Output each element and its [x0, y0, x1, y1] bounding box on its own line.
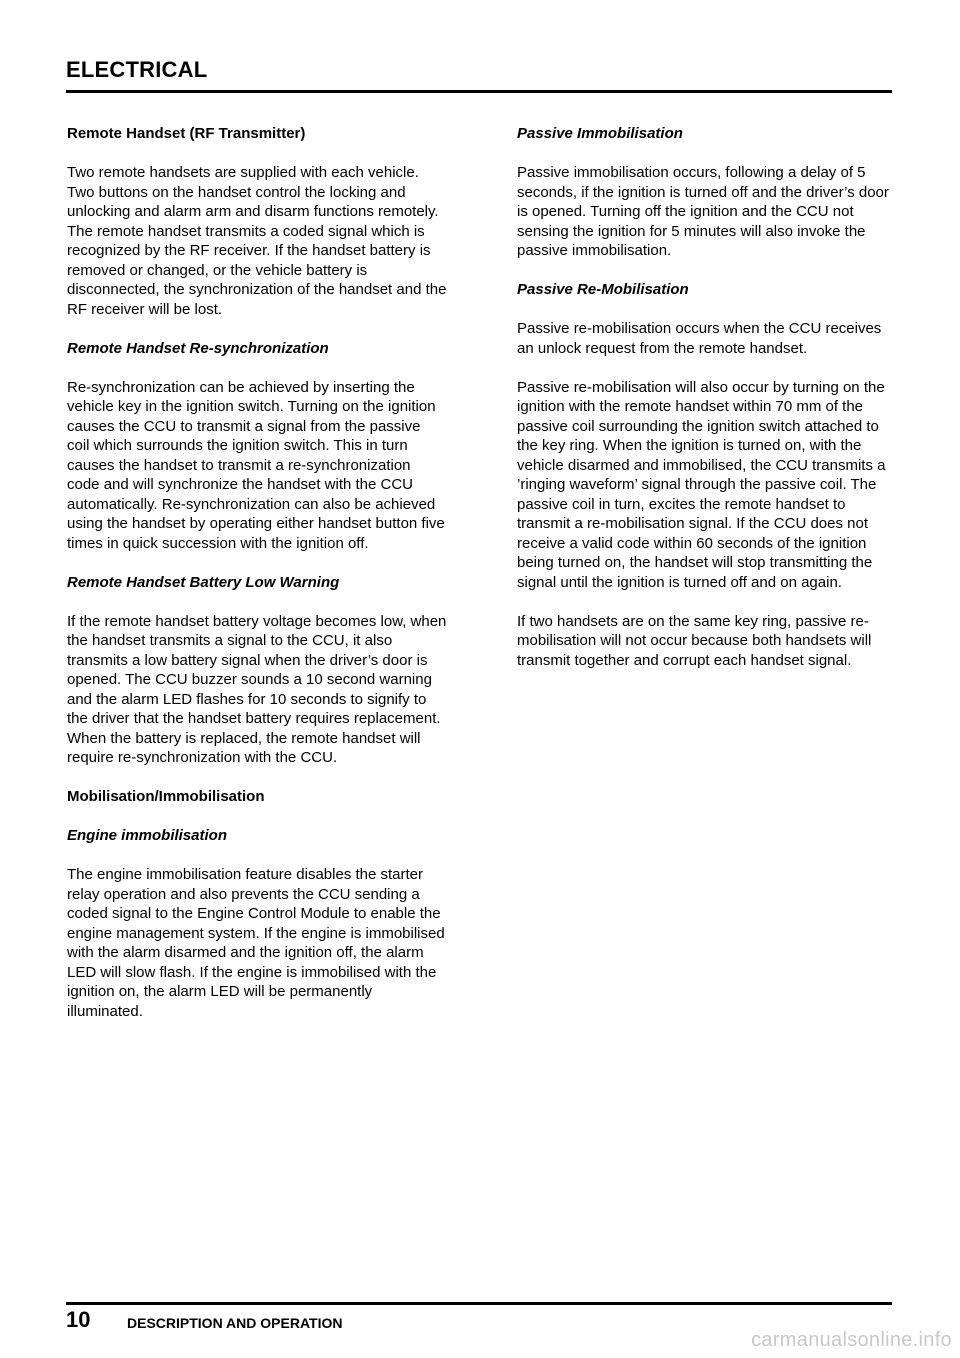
paragraph-engine-immobilisation: The engine immobilisation feature disables the starter relay operation and also prevents the CCU sending a coded signal to the Engine Control Module to enable the engine management system. If the engine is immobilised with the alarm disarmed and the ignition off, the alarm LED will slow flash. If the engine is immobilised with the ignition on, the alarm LED will be permanently illuminated.	[67, 866, 445, 1020]
subheading-passive-immobilisation: Passive Immobilisation	[517, 125, 683, 142]
paragraph-passive-remobilisation-2: Passive re-mobilisation will also occur by turning on the ignition with the remote handset within 70 mm of the passive coil surrounding the ignition switch attached to the key ring. When the ignition is turned on, with the vehicle disarmed and immobilised, the CCU transmits a ’ringing waveform’ signal through the passive coil. The passive coil in turn, excites the remote handset to transmit a re-mobilisation signal. If the CCU does not receive a valid code within 60 seconds of the ignition being turned on, the handset will stop transmitting the signal until the ignition is turned off and on again.	[517, 378, 886, 591]
paragraph-passive-remobilisation-3: If two handsets are on the same key ring, passive re-mobilisation will not occur because both handsets will transmit together and corrupt each handset signal.	[517, 612, 872, 669]
subheading-passive-remobilisation: Passive Re-Mobilisation	[517, 281, 689, 298]
right-column	[517, 124, 894, 690]
paragraph-resynchronization: Re-synchronization can be achieved by inserting the vehicle key in the ignition switch. Turning on the ignition causes the CCU to transmit a signal from the passive coil which surrounds the ignition switch. This in turn causes the handset to transmit a re-synchronization code and will synchronize the handset with the CCU automatically. Re-synchronization can also be achieved using the handset by operating either handset button five times in quick succession with the ignition off.	[67, 378, 445, 552]
header-rule	[66, 90, 892, 93]
subheading-battery-low-warning: Remote Handset Battery Low Warning	[67, 573, 340, 591]
paragraph-remote-handset: Two remote handsets are supplied with each vehicle. Two buttons on the handset control the locking and unlocking and alarm arm and disarm functions remotely. The remote handset transmits a coded signal which is recognized by the RF receiver. If the handset battery is removed or changed, or the vehicle battery is disconnected, the synchronization of the handset and the RF receiver will be lost.	[67, 164, 447, 318]
subheading-resynchronization: Remote Handset Re-synchronization	[67, 339, 329, 357]
subheading-engine-immobilisation: Engine immobilisation	[67, 827, 228, 844]
paragraph-passive-remobilisation-1: Passive re-mobilisation occurs when the CCU receives an unlock request from the remote handset.	[517, 320, 882, 357]
page-header-title: ELECTRICAL	[66, 57, 208, 82]
footer-section-label: DESCRIPTION AND OPERATION	[127, 1315, 343, 1331]
left-column	[67, 124, 447, 1041]
watermark-text: carmanualsonline.info	[751, 1329, 952, 1351]
section-heading-remote-handset: Remote Handset (RF Transmitter)	[67, 125, 306, 142]
page-number: 10	[66, 1307, 91, 1332]
footer-rule	[66, 1302, 892, 1305]
section-heading-mobilisation: Mobilisation/Immobilisation	[67, 788, 265, 805]
paragraph-passive-immobilisation: Passive immobilisation occurs, following a delay of 5 seconds, if the ignition is turned off and the driver’s door is opened. Turning off the ignition and the CCU not sensing the ignition for 5 minutes will also invoke the passive immobilisation.	[517, 164, 889, 259]
paragraph-battery-low-warning: If the remote handset battery voltage becomes low, when the handset transmits a signal to the CCU, it also transmits a low battery signal when the driver’s door is opened. The CCU buzzer sounds a 10 second warning and the alarm LED flashes for 10 seconds to signify to the driver that the handset battery requires replacement. When the battery is replaced, the remote handset will require re-synchronization with the CCU.	[67, 612, 447, 766]
